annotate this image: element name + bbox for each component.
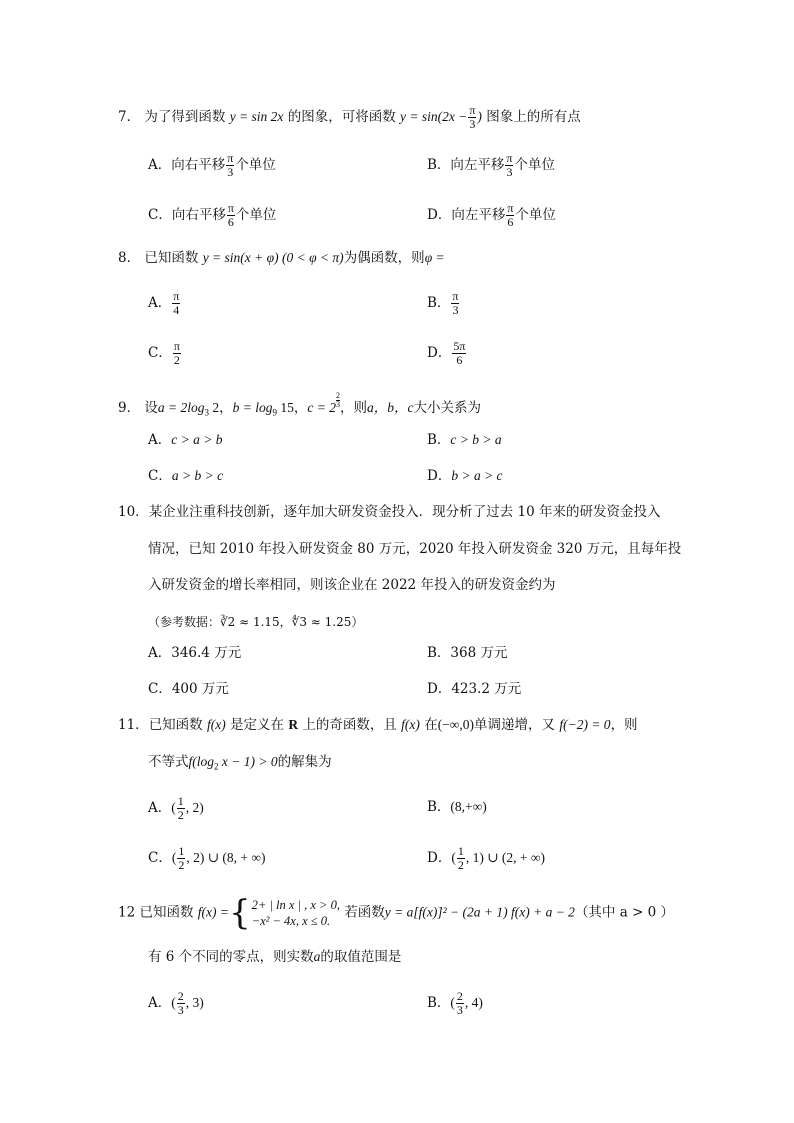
question-7-option-d: D．向左平移 $\frac{\pi}{6}$ 个单位 bbox=[427, 201, 556, 229]
question-8-option-b: B． $\frac{\pi}{3}$ bbox=[427, 289, 459, 317]
question-10-line-2: 情况，已知 2010 年投入研发资金 80 万元，2020 年投入研发资金 320 万元，且每年投 bbox=[148, 541, 682, 557]
question-7-option-a: A．向右平移 $\frac{\pi}{3}$ 个单位 bbox=[148, 151, 276, 179]
left-brace-icon: { bbox=[229, 893, 251, 933]
question-8-stem: 8． 已知函数 y = sin(x + φ) (0 < φ < π)为偶函数，则φ = bbox=[118, 250, 445, 266]
question-9-option-a: A．c > a > b bbox=[148, 432, 223, 448]
question-number: 11． bbox=[118, 717, 149, 733]
question-7-stem: 7． 为了得到函数 y = sin 2x 的图象，可将函数 y = sin(2x − $\frac{\pi}{3}$ ) 图象上的所有点 bbox=[118, 103, 581, 131]
question-11-option-b: B．(8,+∞) bbox=[427, 799, 487, 815]
question-12-option-a: A．( $\frac{2}{3}$ , 3) bbox=[148, 989, 204, 1017]
question-8-option-c: C． $\frac{\pi}{2}$ bbox=[148, 339, 180, 367]
question-10-stem: 10．某企业注重科技创新，逐年加大研发资金投入．现分析了过去 10 年来的研发资金投入 bbox=[118, 504, 661, 520]
question-number: 9． bbox=[118, 400, 141, 416]
question-10-option-c: C．400 万元 bbox=[148, 681, 229, 697]
question-12-stem: 12 已知函数 f(x) = { 2+ | ln x | , x > 0, −x² − 4x, x ≤ 0. 若函数y = a[f(x)]² − (2a + 1) f(x) + a − 2（其中 a > 0 ） bbox=[118, 893, 675, 933]
question-number: 10． bbox=[118, 504, 149, 520]
question-12-option-b: B．( $\frac{2}{3}$ , 4) bbox=[427, 989, 483, 1017]
question-9-option-b: B．c > b > a bbox=[427, 432, 502, 448]
question-number: 7． bbox=[118, 109, 141, 125]
question-11-line-2: 不等式$f(\log_2$ x − 1) > 0的解集为 bbox=[148, 754, 332, 772]
question-7-option-c: C．向右平移 $\frac{\pi}{6}$ 个单位 bbox=[148, 201, 277, 229]
question-11-option-c: C．( $\frac{1}{2}$ , 2) ∪ (8, + ∞) bbox=[148, 844, 266, 872]
question-7-option-b: B．向左平移 $\frac{\pi}{3}$ 个单位 bbox=[427, 151, 555, 179]
question-11-option-d: D．( $\frac{1}{2}$ , 1) ∪ (2, + ∞) bbox=[427, 844, 545, 872]
question-8-option-a: A． $\frac{\pi}{4}$ bbox=[148, 289, 180, 317]
question-12-line-2: 有 6 个不同的零点，则实数a的取值范围是 bbox=[148, 949, 402, 965]
question-9-stem: 9． 设$a = 2\log_3$ 2，$b = \log_9 15$，c = 2 $\frac{2}{3}$ ，则a，b，c大小关系为 bbox=[118, 391, 481, 418]
question-9-option-c: C．a > b > c bbox=[148, 468, 224, 484]
question-11-option-a: A．( $\frac{1}{2}$ , 2) bbox=[148, 794, 204, 822]
question-number: 8． bbox=[118, 250, 141, 266]
question-9-option-d: D．b > a > c bbox=[427, 468, 503, 484]
question-11-stem: 11．已知函数 f(x) 是定义在 R 上的奇函数，且 f(x) 在(−∞,0)单调递增，又 f(−2) = 0，则 bbox=[118, 717, 638, 733]
question-10-reference-data: （参考数据：∛2 ≈ 1.15，∜3 ≈ 1.25） bbox=[148, 615, 364, 629]
piecewise-function: { 2+ | ln x | , x > 0, −x² − 4x, x ≤ 0. bbox=[229, 893, 340, 933]
question-10-option-a: A．346.4 万元 bbox=[148, 645, 242, 661]
fraction: $\frac{\pi}{3}$ bbox=[469, 103, 476, 131]
question-10-option-b: B．368 万元 bbox=[427, 645, 508, 661]
question-number: 12 bbox=[118, 904, 136, 921]
question-10-line-3: 入研发资金的增长率相同，则该企业在 2022 年投入的研发资金约为 bbox=[148, 577, 556, 593]
question-10-option-d: D．423.2 万元 bbox=[427, 681, 522, 697]
question-8-option-d: D． $\frac{5\pi}{6}$ bbox=[427, 339, 466, 367]
